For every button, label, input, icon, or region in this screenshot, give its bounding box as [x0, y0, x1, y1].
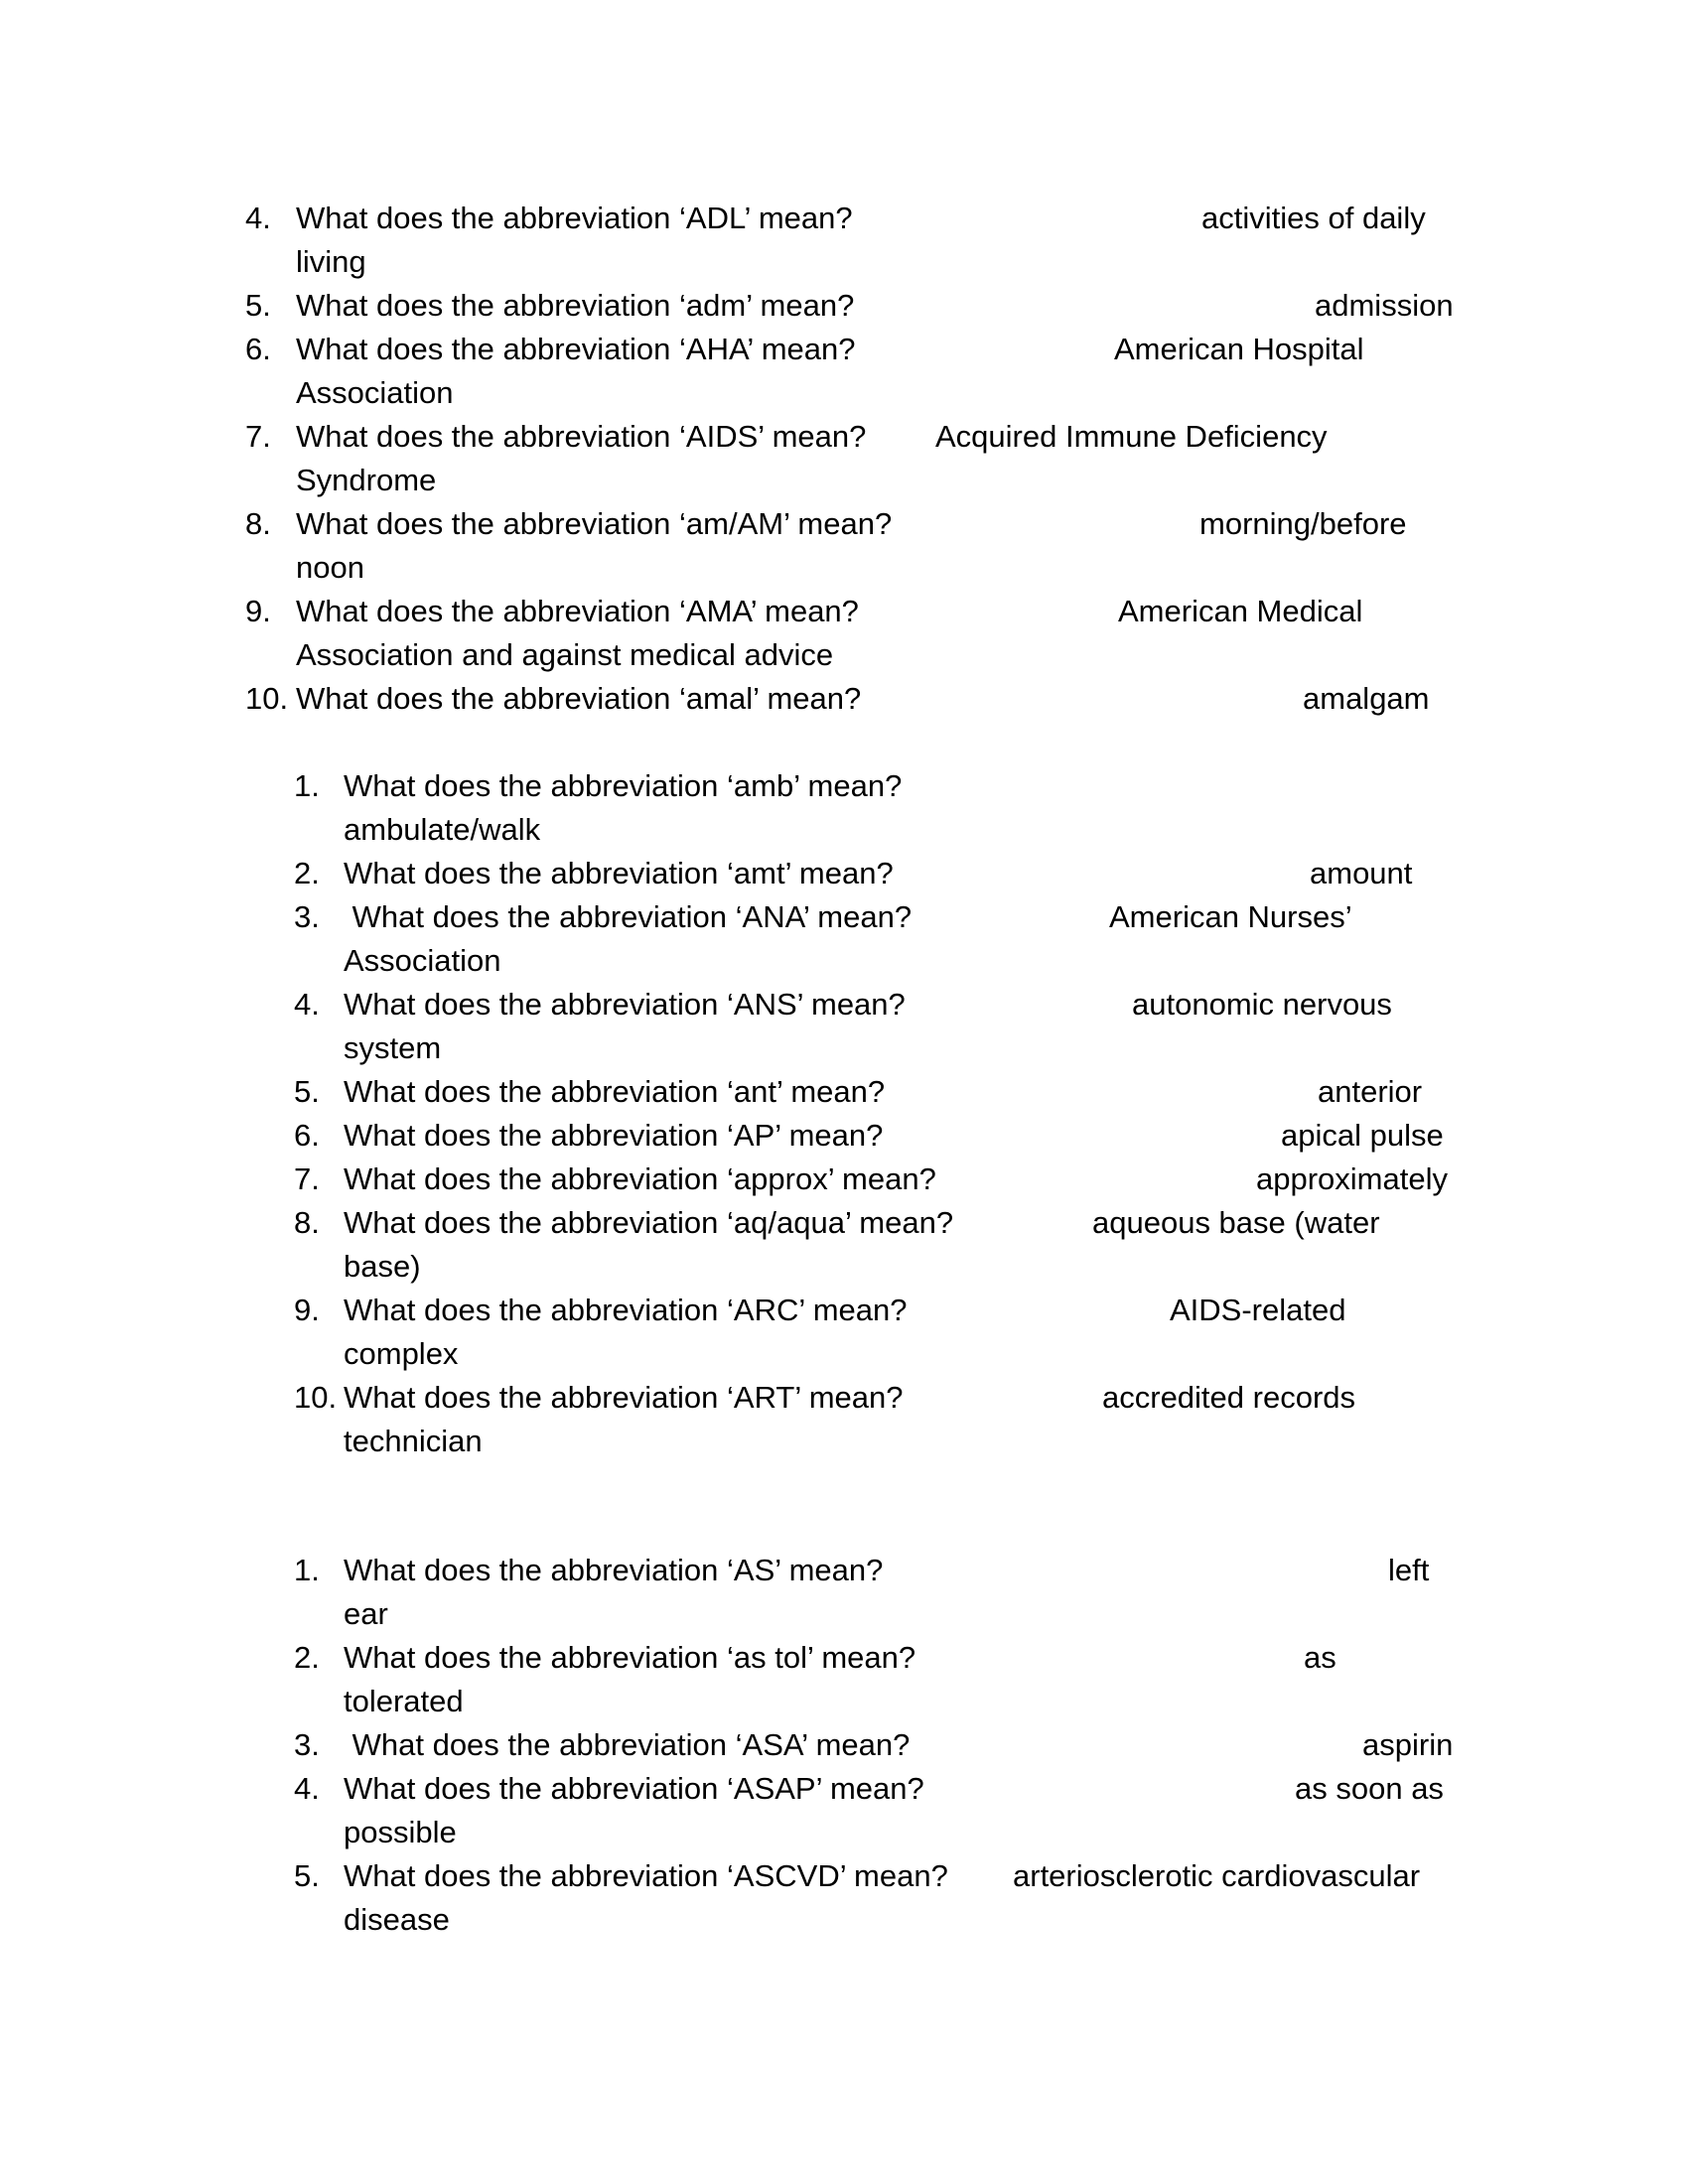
answer-text: amalgam	[1303, 681, 1430, 716]
item-number: 5.	[294, 1858, 320, 1893]
answer-continuation: tolerated	[344, 1684, 464, 1718]
item-number: 4.	[245, 201, 271, 235]
question-text: What does the abbreviation ‘approx’ mean?	[344, 1161, 936, 1196]
question-text: What does the abbreviation ‘ASAP’ mean?	[344, 1771, 924, 1806]
answer-text: aqueous base (water	[1092, 1205, 1380, 1240]
question-text: What does the abbreviation ‘AIDS’ mean?	[296, 419, 867, 454]
answer-continuation: technician	[344, 1424, 483, 1458]
item-number: 5.	[294, 1074, 320, 1109]
item-number: 4.	[294, 1771, 320, 1806]
answer-continuation: Association	[344, 943, 501, 978]
answer-text: aspirin	[1362, 1727, 1454, 1762]
answer-text: American Hospital	[1114, 332, 1364, 366]
item-number: 5.	[245, 288, 271, 323]
item-number: 8.	[245, 506, 271, 541]
answer-text: approximately	[1256, 1161, 1448, 1196]
answer-continuation: Syndrome	[296, 463, 437, 497]
item-number: 9.	[294, 1293, 320, 1327]
answer-text: American Nurses’	[1109, 899, 1352, 934]
question-text: What does the abbreviation ‘adm’ mean?	[296, 288, 855, 323]
answer-text: arteriosclerotic cardiovascular	[1013, 1858, 1421, 1893]
answer-continuation: Association and against medical advice	[296, 637, 834, 672]
question-text: What does the abbreviation ‘ADL’ mean?	[296, 201, 853, 235]
answer-text: apical pulse	[1281, 1118, 1444, 1153]
answer-continuation: system	[344, 1030, 442, 1065]
item-number: 1.	[294, 1553, 320, 1587]
answer-continuation: ambulate/walk	[344, 812, 541, 847]
answer-text: American Medical	[1118, 594, 1363, 628]
question-text: What does the abbreviation ‘ant’ mean?	[344, 1074, 886, 1109]
item-number: 9.	[245, 594, 271, 628]
answer-text: amount	[1310, 856, 1413, 890]
item-number: 3.	[294, 1727, 320, 1762]
answer-continuation: disease	[344, 1902, 450, 1937]
item-number: 2.	[294, 856, 320, 890]
question-text: What does the abbreviation ‘amal’ mean?	[296, 681, 862, 716]
answer-continuation: base)	[344, 1249, 421, 1284]
answer-text: autonomic nervous	[1132, 987, 1392, 1022]
answer-text: as	[1304, 1640, 1336, 1675]
item-number: 6.	[245, 332, 271, 366]
answer-continuation: Association	[296, 375, 454, 410]
item-number: 8.	[294, 1205, 320, 1240]
answer-continuation: noon	[296, 550, 364, 585]
answer-text: as soon as	[1295, 1771, 1444, 1806]
answer-text: morning/before	[1199, 506, 1407, 541]
answer-text: admission	[1315, 288, 1454, 323]
question-text: What does the abbreviation ‘am/AM’ mean?	[296, 506, 893, 541]
question-text: What does the abbreviation ‘AS’ mean?	[344, 1553, 884, 1587]
question-text: What does the abbreviation ‘amt’ mean?	[344, 856, 894, 890]
question-text: What does the abbreviation ‘amb’ mean?	[344, 768, 903, 803]
question-text: What does the abbreviation ‘ASCVD’ mean?	[344, 1858, 948, 1893]
item-number: 7.	[294, 1161, 320, 1196]
answer-text: anterior	[1318, 1074, 1423, 1109]
answer-text: activities of daily	[1201, 201, 1426, 235]
answer-text: Acquired Immune Deficiency	[935, 419, 1328, 454]
question-text: What does the abbreviation ‘as tol’ mean?	[344, 1640, 916, 1675]
question-text: What does the abbreviation ‘AHA’ mean?	[296, 332, 856, 366]
answer-continuation: ear	[344, 1596, 388, 1631]
question-text: What does the abbreviation ‘AP’ mean?	[344, 1118, 884, 1153]
answer-text: accredited records	[1102, 1380, 1356, 1415]
answer-continuation: living	[296, 244, 366, 279]
item-number: 7.	[245, 419, 271, 454]
question-text: What does the abbreviation ‘AMA’ mean?	[296, 594, 859, 628]
question-text: What does the abbreviation ‘ARC’ mean?	[344, 1293, 908, 1327]
answer-text: AIDS-related	[1170, 1293, 1346, 1327]
item-number: 1.	[294, 768, 320, 803]
question-text: What does the abbreviation ‘ART’ mean?	[344, 1380, 904, 1415]
item-number: 10.	[294, 1380, 338, 1415]
question-text: What does the abbreviation ‘ANA’ mean?	[344, 899, 913, 934]
item-number: 6.	[294, 1118, 320, 1153]
answer-text: left	[1388, 1553, 1430, 1587]
item-number: 2.	[294, 1640, 320, 1675]
question-text: What does the abbreviation ‘ANS’ mean?	[344, 987, 906, 1022]
item-number: 4.	[294, 987, 320, 1022]
item-number: 10.	[245, 681, 289, 716]
question-text: What does the abbreviation ‘aq/aqua’ mean?	[344, 1205, 954, 1240]
answer-continuation: complex	[344, 1336, 459, 1371]
question-text: What does the abbreviation ‘ASA’ mean?	[344, 1727, 911, 1762]
item-number: 3.	[294, 899, 320, 934]
answer-continuation: possible	[344, 1815, 457, 1849]
